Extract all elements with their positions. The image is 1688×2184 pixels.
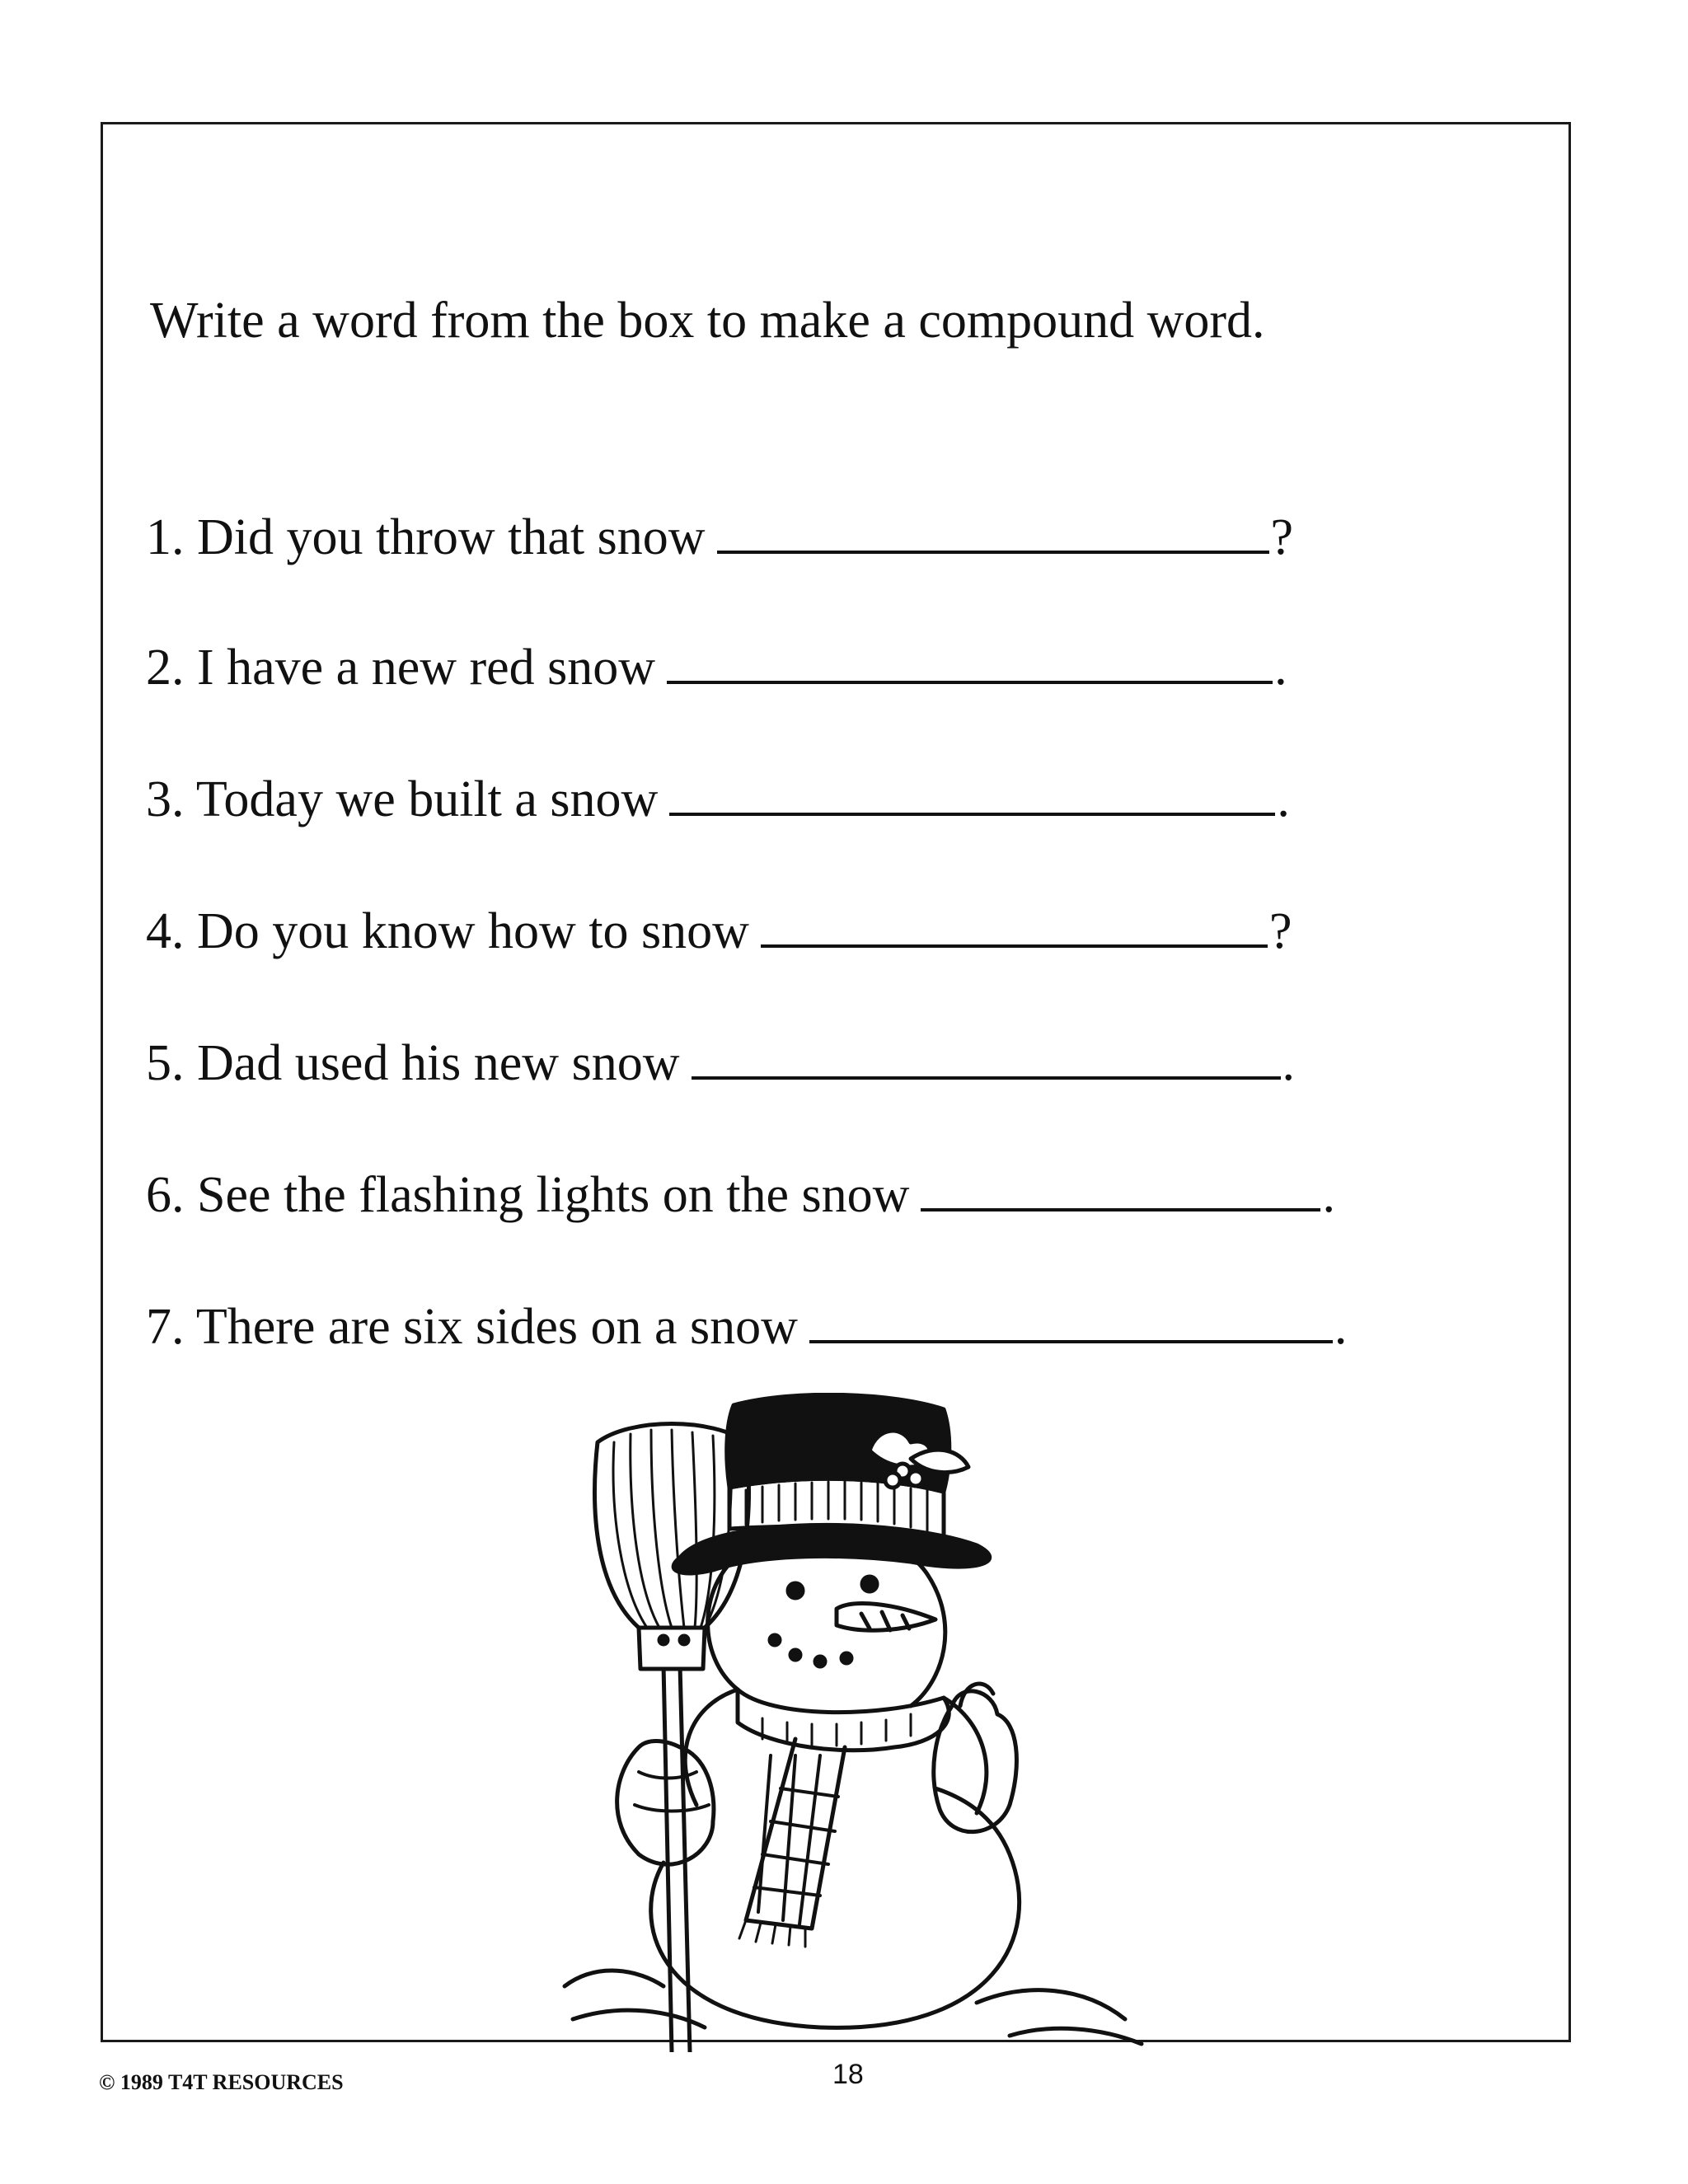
question-4	[146, 897, 1292, 957]
question-text: 4. Do you know how to snow	[146, 903, 749, 959]
question-5	[146, 1029, 1295, 1089]
question-7	[146, 1292, 1348, 1355]
question-punctuation: .	[1322, 1167, 1335, 1223]
question-1	[146, 503, 1293, 563]
question-text: 7. There are six sides on a snow	[146, 1299, 798, 1355]
question-punctuation: ?	[1268, 903, 1292, 959]
snowman-illustration	[548, 1393, 1175, 2052]
answer-blank[interactable]	[717, 503, 1269, 554]
question-6	[146, 1160, 1335, 1221]
question-punctuation: ?	[1270, 509, 1294, 565]
answer-blank[interactable]	[692, 1029, 1281, 1080]
answer-blank[interactable]	[667, 633, 1273, 684]
page-number: 18	[832, 2059, 864, 2090]
question-punctuation: .	[1277, 771, 1290, 827]
question-punctuation: .	[1334, 1299, 1348, 1355]
question-text: 5. Dad used his new snow	[146, 1035, 680, 1091]
answer-blank[interactable]	[921, 1160, 1320, 1212]
answer-blank[interactable]	[809, 1292, 1333, 1343]
answer-blank[interactable]	[669, 765, 1275, 816]
question-2	[146, 633, 1287, 696]
copyright-notice: © 1989 T4T RESOURCES	[99, 2070, 344, 2094]
question-punctuation: .	[1282, 1035, 1295, 1091]
instructions: Write a word from the box to make a compound word.	[150, 293, 1265, 349]
question-text: 6. See the flashing lights on the snow	[146, 1167, 910, 1223]
question-text: 1. Did you throw that snow	[146, 509, 706, 565]
question-text: 2. I have a new red snow	[146, 640, 656, 696]
question-text: 3. Today we built a snow	[146, 771, 659, 827]
answer-blank[interactable]	[761, 897, 1268, 948]
question-punctuation: .	[1274, 640, 1287, 696]
question-3	[146, 765, 1290, 825]
